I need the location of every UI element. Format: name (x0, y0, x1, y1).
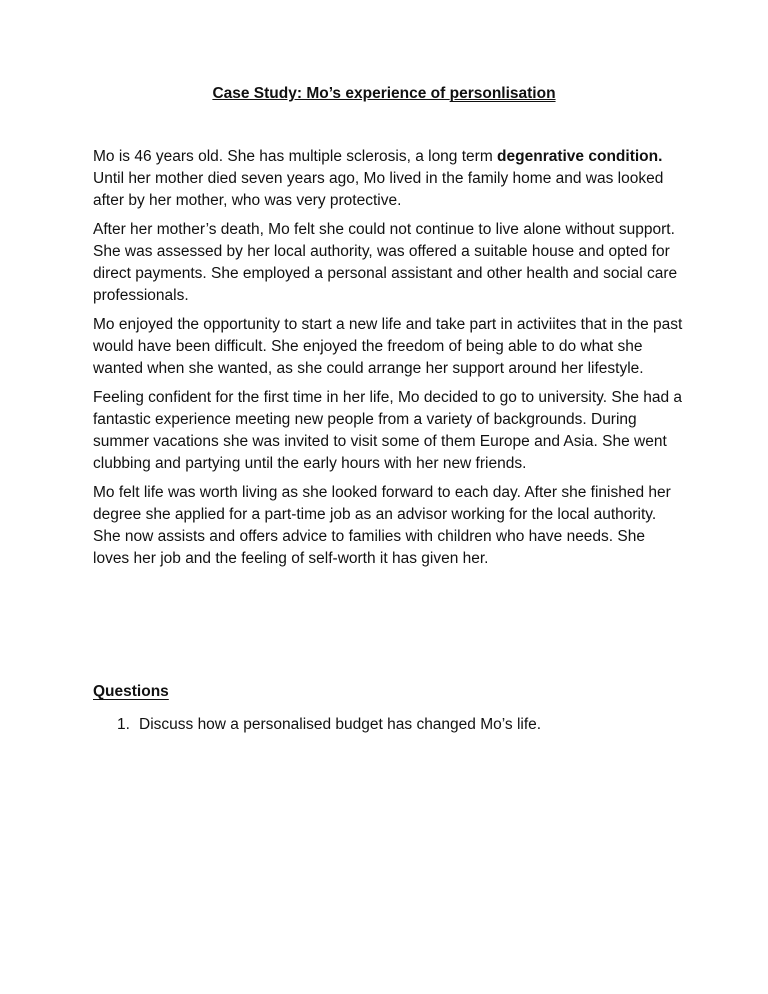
questions-heading (93, 683, 169, 701)
paragraph-1-end: Until her mother died seven years ago, Mo lived in the family home and was looked after by her mother, who was very protective. (93, 170, 664, 209)
paragraph-1-start: Mo is 46 years old. She has multiple sclerosis, a long term (93, 148, 498, 165)
question-item (93, 714, 683, 736)
paragraph-2: After her mother’s death, Mo felt she could not continue to live alone without support. She was assessed by her local authority, was offered a suitable house and opted for direct payments. She employed a personal assistant and other health and social care professionals. (93, 221, 678, 304)
paragraph-5: Mo felt life was worth living as she looked forward to each day. After she finished her degree she applied for a part-time job as an advisor working for the local authority. She now assists and offers advice to families with children who have needs. She loves her job and the feeling of self-worth it has given her. (93, 484, 671, 567)
title-text (212, 85, 555, 102)
question-list (93, 714, 683, 736)
paragraph-1-bold: degenrative condition. (497, 148, 663, 165)
title-misspelled-word: personlisation (449, 85, 556, 102)
paragraph-4: Feeling confident for the first time in her life, Mo decided to go to university. She had a fantastic experience meeting new people from a variety of backgrounds. During summer vacations she was invited to visit some of them Europe and Asia. She went clubbing and partying until the early hours with her new friends. (93, 389, 683, 472)
questions-heading-text: Questions (93, 683, 169, 700)
title-prefix: Case Study: Mo’s experience of (212, 85, 450, 102)
paragraph-3-end: that in the past would have been difficult. She enjoyed the freedom of being able to do what she wanted when she wanted, as she could arrange her support around her lifestyle. (93, 316, 683, 377)
paragraph-3 (93, 314, 683, 380)
case-study-body (93, 146, 683, 577)
question-text: Discuss how a personalised budget has changed Mo’s life. (139, 716, 542, 733)
paragraph-1 (93, 146, 683, 212)
paragraph-3-start: Mo enjoyed the opportunity to start a new life and take part in (93, 316, 517, 333)
paragraph-3-misspelled-word: activiites (516, 316, 577, 333)
page-title (0, 85, 768, 103)
question-number: 1. (117, 716, 130, 733)
